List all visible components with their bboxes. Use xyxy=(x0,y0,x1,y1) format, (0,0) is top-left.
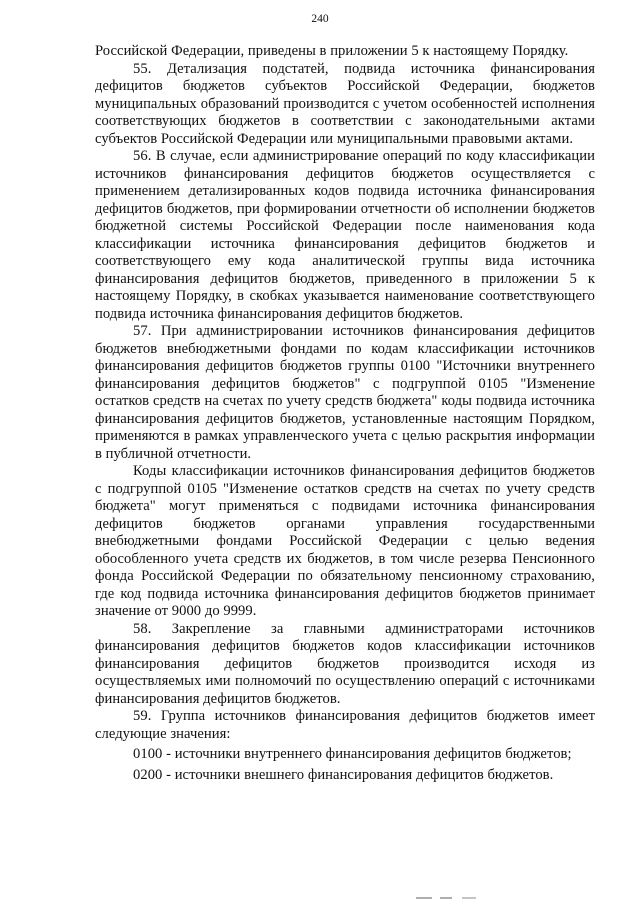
page-number: 240 xyxy=(311,13,329,25)
paragraph-58: 58. Закрепление за главными администраторами источников финансирования дефицитов бюджетов кодов классификации источников финансирования дефицитов бюджетов производится исходя из осуществляемых ими полномочий по осуществлению операций с источниками финансирования дефицитов бюджетов. xyxy=(95,620,595,707)
scan-edge-mark xyxy=(416,897,476,899)
paragraph-57-codes: Коды классификации источников финансирования дефицитов бюджетов с подгруппой 0105 "Изменение остатков средств на счетах по учету средств бюджета" могут применяться с подвидами источника финансирования дефицитов бюджетов органами управления государственными внебюджетными фондами Российской Федерации с целью ведения обособленного учета средств их бюджетов, в том числе резерва Пенсионного фонда Российской Федерации по обязательному пенсионному страхованию, где код подвида источника финансирования дефицитов бюджетов принимает значение от 9000 до 9999. xyxy=(95,463,595,619)
paragraph-59: 59. Группа источников финансирования дефицитов бюджетов имеет следующие значения: xyxy=(95,708,595,742)
paragraph-55: 55. Детализация подстатей, подвида источника финансирования дефицитов бюджетов субъектов Российской Федерации, бюджетов муниципальных образований производится с учетом особенностей исполнения соответствующих бюджетов в соответствии с законодательными актами субъектов Российской Федерации или муниципальными правовыми актами. xyxy=(95,60,595,147)
paragraph-continuation: Российской Федерации, приведены в приложении 5 к настоящему Порядку. xyxy=(95,43,569,59)
document-body xyxy=(95,43,595,784)
paragraph-56: 56. В случае, если администрирование операций по коду классификации источников финансирования дефицитов бюджетов осуществляется с применением детализированных кодов подвида источника финансирования дефицитов бюджетов, при формировании отчетности об исполнении бюджетов бюджетной системы Российской Федерации после наименования кода классификации источника финансирования дефицитов бюджетов и соответствующего ему кода аналитической группы вида источника финансирования дефицитов бюджетов, приведенного в приложении 5 к настоящему Порядку, в скобках указывается наименование соответствующего подвида источника финансирования дефицитов бюджетов. xyxy=(95,148,595,322)
code-value-0200: 0200 - источники внешнего финансирования дефицитов бюджетов. xyxy=(133,766,554,783)
paragraph-57: 57. При администрировании источников финансирования дефицитов бюджетов внебюджетными фондами по кодам классификации источников финансирования дефицитов бюджетов группы 0100 "Источники внутреннего финансирования дефицитов бюджетов" с подгруппой 0105 "Изменение остатков средств на счетах по учету средств бюджета" коды подвида источника финансирования дефицитов бюджетов, установленные настоящим Порядком, применяются в рамках управленческого учета с целью раскрытия информации в публичной отчетности. xyxy=(95,323,595,462)
code-value-0100: 0100 - источники внутреннего финансирования дефицитов бюджетов; xyxy=(133,746,572,762)
